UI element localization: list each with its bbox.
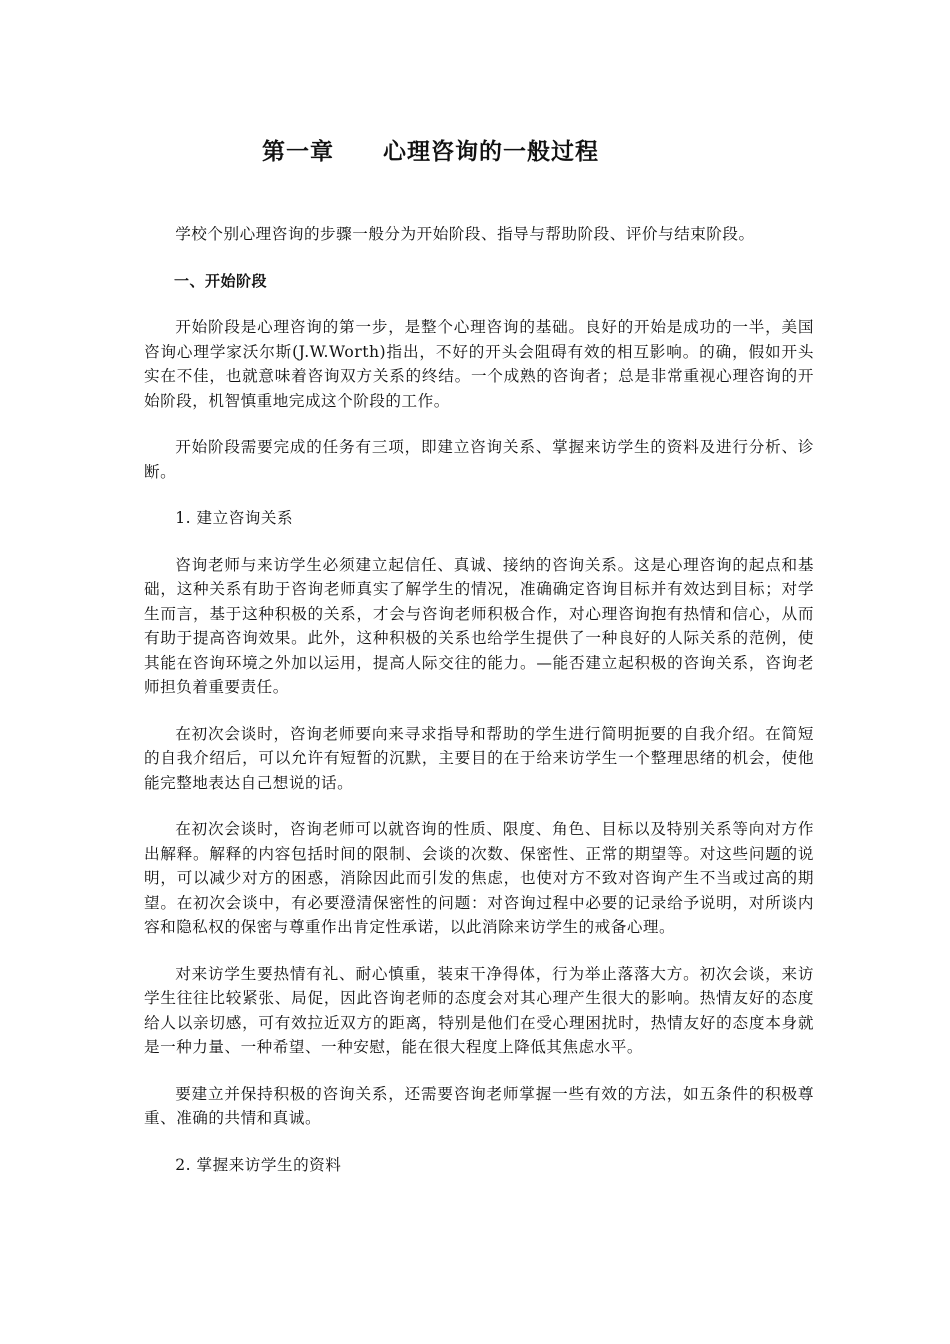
paragraph: 对来访学生要热情有礼、耐心慎重，装束干净得体，行为举止落落大方。初次会谈，来访学生往往比较紧张、局促，因此咨询老师的态度会对其心理产生很大的影响。热情友好的态度给人以亲切感，可有效拉近双方的距离，特别是他们在受心理困扰时，热情友好的态度本身就是一种力量、一种希望、一种安慰，能在很大程度上降低其焦虑水平。 [144,964,814,1056]
subsection-heading-relationship: 1. 建立咨询关系 [175,509,294,527]
paragraph: 在初次会谈时，咨询老师要向来寻求指导和帮助的学生进行简明扼要的自我介绍。在简短的自我介绍后，可以允许有短暂的沉默，主要目的在于给来访学生一个整理思绪的机会，使他能完整地表达自己想说的话。 [144,724,814,792]
paragraph: 咨询老师与来访学生必须建立起信任、真诚、接纳的咨询关系。这是心理咨询的起点和基础，这种关系有助于咨询老师真实了解学生的情况，准确确定咨询目标并有效达到目标；对学生而言，基于这种积极的关系，才会与咨询老师积极合作，对心理咨询抱有热情和信心，从而有助于提高咨询效果。此外，这种积极的关系也给学生提供了一种良好的人际关系的范例，使其能在咨询环境之外加以运用，提高人际交往的能力。—能否建立起积极的咨询关系，咨询老师担负着重要责任。 [144,555,814,696]
section-heading-start: 一、开始阶段 [174,271,268,290]
paragraph: 要建立并保持积极的咨询关系，还需要咨询老师掌握一些有效的方法，如五条件的积极尊重、准确的共情和真诚。 [144,1084,814,1127]
chapter-label: 第一章 [262,139,334,165]
document-body [144,222,814,1199]
paragraph: 开始阶段需要完成的任务有三项，即建立咨询关系、掌握来访学生的资料及进行分析、诊断。 [144,438,814,481]
subsection-heading-materials: 2. 掌握来访学生的资料 [175,1155,342,1174]
paragraph: 在初次会谈时，咨询老师可以就咨询的性质、限度、角色、目标以及特别关系等向对方作出解释。解释的内容包括时间的限制、会谈的次数、保密性、正常的期望等。对这些问题的说明，可以减少对方的困惑，消除因此而引发的焦虑，也使对方不致对咨询产生不当或过高的期望。在初次会谈中，有必要澄清保密性的问题：对咨询过程中必要的记录给予说明，对所谈内容和隐私权的保密与尊重作出肯定性承诺，以此消除来访学生的戒备心理。 [144,820,814,936]
paragraph: 开始阶段是心理咨询的第一步，是整个心理咨询的基础。良好的开始是成功的一半，美国咨询心理学家沃尔斯(J.W.Worth)指出，不好的开头会阻碍有效的相互影响。的确，假如开头实在不佳，也就意味着咨询双方关系的终结。一个成熟的咨询者；总是非常重视心理咨询的开始阶段，机智慎重地完成这个阶段的工作。 [144,318,814,410]
chapter-name: 心理咨询的一般过程 [383,139,599,165]
intro-paragraph: 学校个别心理咨询的步骤一般分为开始阶段、指导与帮助阶段、评价与结束阶段。 [175,225,755,243]
